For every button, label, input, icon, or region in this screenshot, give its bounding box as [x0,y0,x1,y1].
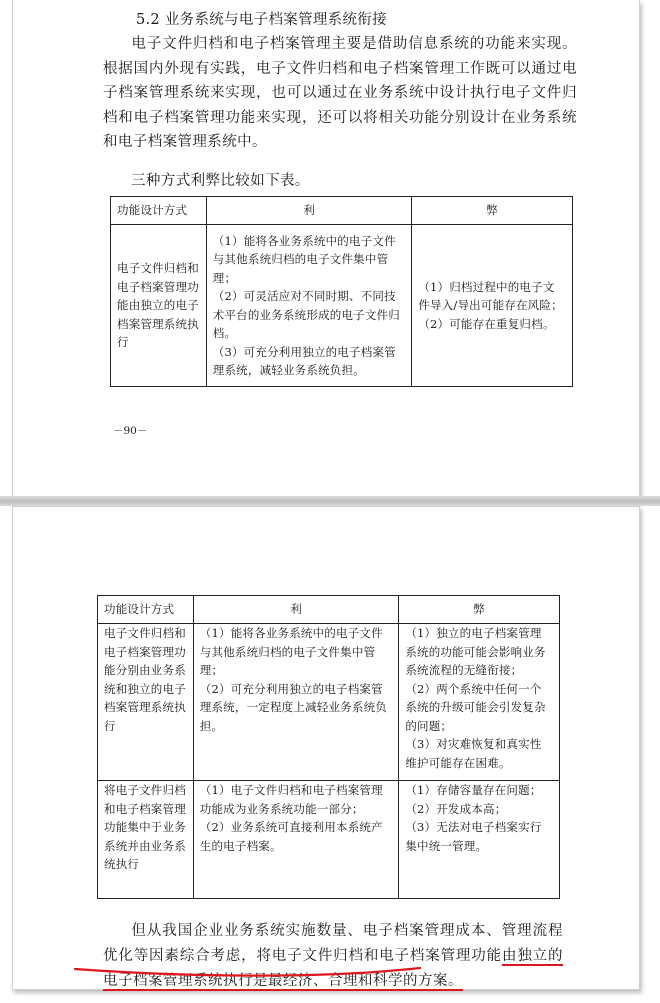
pros-item: （2）业务系统可直接利用本系统产生的电子档案。 [199,820,383,853]
page-number: －90－ [113,425,148,437]
cons-item: （1）独立的电子档案管理系统的功能可能会影响业务系统流程的无缝衔接； [405,626,546,677]
pros-item: （1）能将各业务系统中的电子文件与其他系统归档的电子文件集中管理； [199,626,383,677]
header-method: 功能设计方式 [98,596,194,624]
cons-item: （2）可能存在重复归档。 [418,316,555,331]
header-method: 功能设计方式 [111,197,207,225]
header-cons: 弊 [412,197,573,225]
compare-intro: 三种方式利弊比较如下表。 [131,173,310,189]
red-underline-stroke [75,968,420,976]
conclusion-text: 但从我国企业业务系统实施数量、电子档案管理成本、管理流程优化等因素综合考虑，将电子文件归档和电子档案管理功能 [103,922,563,964]
pros-item: （2）可充分利用独立的电子档案管理系统，一定程度上减轻业务系统负担。 [199,681,387,733]
method-cell: 将电子文件归档和电子档案管理功能集中于业务系统并由业务系统执行 [98,781,194,899]
pros-item: （2）可灵活应对不同时期、不同技术平台的业务系统形成的电子文件归档。 [212,289,400,340]
header-cons: 弊 [399,596,560,624]
conclusion-highlight: 由独立的电子档案管理系统执行是最经济、合理和科学的方案。 [103,947,564,989]
pros-item: （3）可充分利用独立的电子档案管理系统，减轻业务系统负担。 [212,344,396,377]
cons-item: （1）归档过程中的电子文件导入/导出可能存在风险； [418,279,563,313]
header-pros: 利 [206,197,412,225]
intro-paragraph-text: 电子文件归档和电子档案管理主要是借助信息系统的功能来实现。根据国内外现有实践，电子文件归档和电子档案管理工作既可以通过电子档案管理系统来实现，也可以通过在业务系统中设计执行电子文件归档和电子档案管理功能来实现，还可以将相关功能分别设计在业务系统和电子档案管理系统中。 [103,36,577,150]
cons-item: （2）两个系统中任何一个系统的升级可能会引发复杂的问题； [405,681,546,733]
method-cell: 电子文件归档和电子档案管理功能由独立的电子档案管理系统执行 [111,225,207,387]
pros-item: （1）能将各业务系统中的电子文件与其他系统归档的电子文件集中管理； [212,233,396,285]
pros-item: （1）电子文件归档和电子档案管理功能成为业务系统功能一部分； [199,783,383,816]
method-cell: 电子文件归档和电子档案管理功能分别由业务系统和独立的电子档案管理系统执行 [98,624,194,781]
header-pros: 利 [193,596,399,624]
cons-item: （2）开发成本高； [405,801,507,816]
section-heading: 5.2 业务系统与电子档案管理系统衔接 [136,12,387,28]
cons-item: （1）存储容量存在问题； [405,783,542,797]
cons-item: （3）无法对电子档案实行集中统一管理。 [405,820,542,853]
cons-item: （3）对灾难恢复和真实性维护可能存在困难。 [405,737,542,770]
